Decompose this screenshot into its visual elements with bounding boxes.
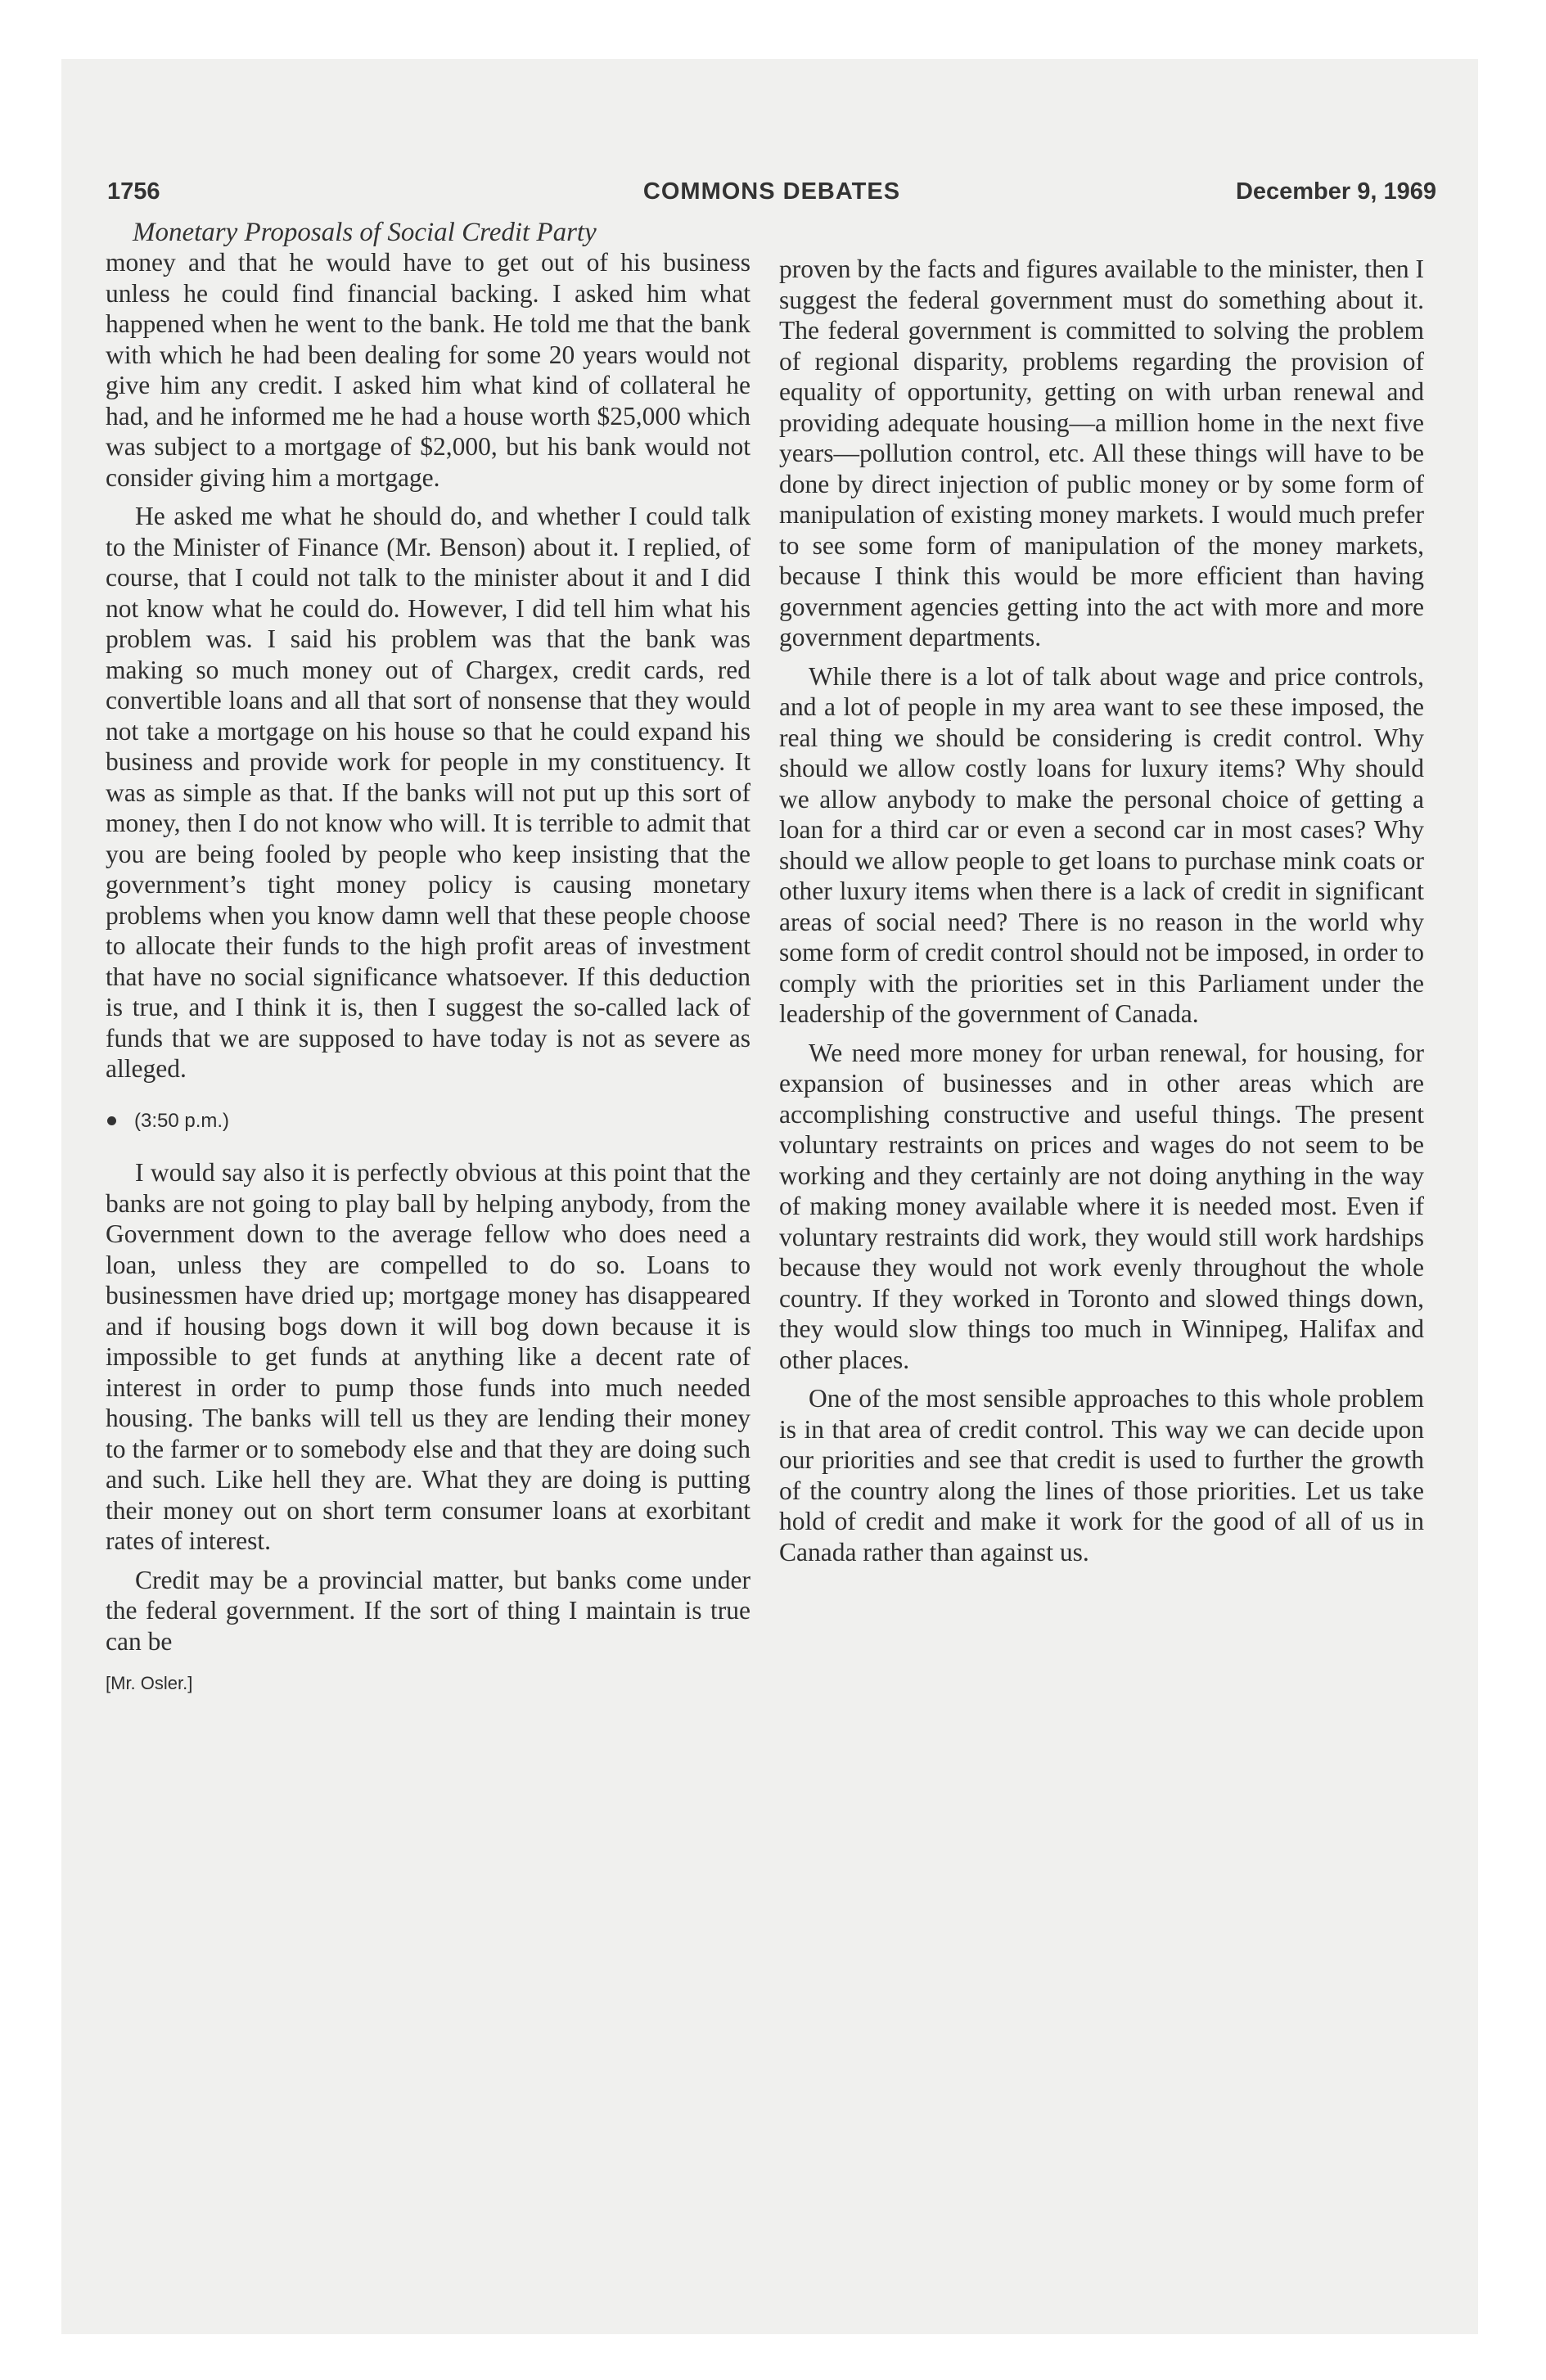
speaker-attribution: [Mr. Osler.]: [106, 1673, 193, 1693]
right-column: [779, 254, 1424, 1575]
timestamp-text: (3:50 p.m.): [134, 1109, 230, 1132]
section-subheading: Monetary Proposals of Social Credit Party: [133, 218, 597, 247]
paragraph: He asked me what he should do, and whether I could talk to the Minister of Finance (Mr. Benson) about it. I replied, of course, that I could not talk to the minister about it and I did not know what he could do. However, I did tell him what his problem was. I said his problem was that the bank was making so much money out of Chargex, credit cards, red convertible loans and all that sort of nonsense that they would not take a mortgage on his house so that he could expand his business and provide work for people in my constituency. It was as simple as that. If the banks will not put up this sort of money, then I do not know who will. It is terrible to admit that you are being fooled by people who keep insisting that the government’s tight money policy is causing monetary problems when you know damn well that these people choose to allocate their funds to the high profit areas of investment that have no social significance whatsoever. If this deduction is true, and I think it is, then I suggest the so-called lack of funds that we are supposed to have today is not as severe as alleged.: [106, 502, 750, 1083]
paragraph: I would say also it is perfectly obvious at this point that the banks are not going to play ball by helping anybody, from the Government down to the average fellow who does need a loan, unless they are compelled to do so. Loans to businessmen have dried up; mortgage money has disappeared and if housing bogs down it will bog down because it is impossible to get funds at anything like a decent rate of interest in order to pump those funds into much needed housing. The banks will tell us they are lending their money to the farmer or to somebody else and that they are doing such and such. Like hell they are. What they are doing is putting their money out on short term consumer loans at exorbitant rates of interest.: [106, 1158, 750, 1555]
paragraph: One of the most sensible approaches to this whole problem is in that area of credit control. This way we can decide upon our priorities and see that credit is used to further the growth of the country along the lines of those priorities. Let us take hold of credit and make it work for the good of all of us in Canada rather than against us.: [779, 1384, 1424, 1566]
page-number: 1756: [107, 178, 160, 205]
paragraph: We need more money for urban renewal, for housing, for expansion of businesses and in other areas which are accomplishing constructive and useful things. The present voluntary restraints on prices and wages do not seem to be working and they certainly are not doing anything in the way of making money available where it is needed most. Even if voluntary restraints did work, they would still work hardships because they would not work evenly throughout the whole country. If they worked in Toronto and slowed things down, they would slow things too much in Winnipeg, Halifax and other places.: [779, 1038, 1424, 1374]
timestamp: [106, 1106, 750, 1137]
bullet-icon: [107, 1116, 116, 1125]
paragraph: While there is a lot of talk about wage and price controls, and a lot of people in my area want to see these imposed, the real thing we should be considering is credit control. Why should we allow costly loans for luxury items? Why should we allow anybody to make the personal choice of getting a loan for a third car or even a second car in most cases? Why should we allow people to get loans to purchase mink coats or other luxury items when there is a lack of credit in significant areas of social need? There is no reason in the world why some form of credit control should not be imposed, in order to comply with the priorities set in this Parliament under the leadership of the government of Canada.: [779, 661, 1424, 1028]
page-header: [107, 178, 1436, 218]
paragraph: money and that he would have to get out of his business unless he could find financial backing. I asked him what happened when he went to the bank. He told me that the bank with which he had been dealing for some 20 years would not give him any credit. I asked him what kind of collateral he had, and he informed me he had a house worth $25,000 which was subject to a mortgage of $2,000, but his bank would not consider giving him a mortgage.: [106, 248, 750, 492]
paragraph: proven by the facts and figures available to the minister, then I suggest the federal government must do something about it. The federal government is committed to solving the problem of regional disparity, problems regarding the provision of equality of opportunity, getting on with urban renewal and providing adequate housing—a million home in the next five years—pollution control, etc. All these things will have to be done by direct injection of public money or by some form of manipulation of existing money markets. I would much prefer to see some form of manipulation of the money markets, because I think this would be more efficient than having government agencies getting into the act with more and more government departments.: [779, 255, 1424, 651]
left-column: [106, 247, 750, 1699]
paragraph: Credit may be a provincial matter, but banks come under the federal government. If the sort of thing I maintain is true can be: [106, 1565, 750, 1656]
publication-title: COMMONS DEBATES: [642, 178, 901, 205]
publication-date: December 9, 1969: [1235, 178, 1436, 205]
